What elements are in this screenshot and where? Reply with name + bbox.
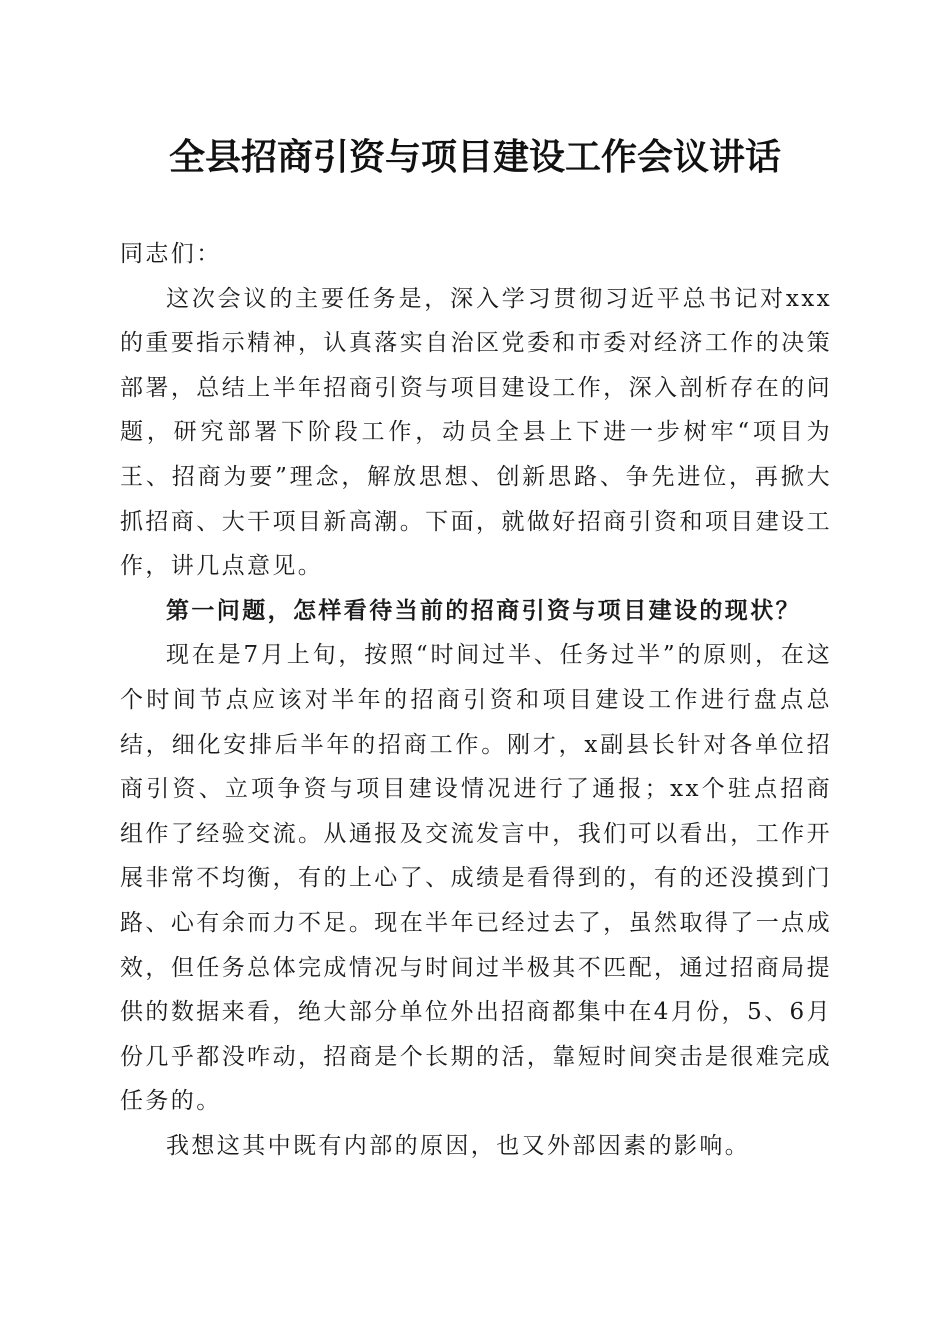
- paragraph-intro: 这次会议的主要任务是，深入学习贯彻习近平总书记对xxx的重要指示精神，认真落实自治区党委和市委对经济工作的决策部署，总结上半年招商引资与项目建设工作，深入剖析存在的问题，研究部署下阶段工作，动员全县上下进一步树牢“项目为王、招商为要”理念，解放思想、创新思路、争先进位，再掀大抓招商、大干项目新高潮。下面，就做好招商引资和项目建设工作，讲几点意见。: [120, 285, 832, 580]
- paragraph-status: 现在是7月上旬，按照“时间过半、任务过半”的原则，在这个时间节点应该对半年的招商引资和项目建设工作进行盘点总结，细化安排后半年的招商工作。刚才，x副县长针对各单位招商引资、立项争资与项目建设情况进行了通报；xx个驻点招商组作了经验交流。从通报及交流发言中，我们可以看出，工作开展非常不均衡，有的上心了、成绩是看得到的，有的还没摸到门路、心有余而力不足。现在半年已经过去了，虽然取得了一点成效，但任务总体完成情况与时间过半极其不匹配，通过招商局提供的数据来看，绝大部分单位外出招商都集中在4月份，5、6月份几乎都没咋动，招商是个长期的活，靠短时间突击是很难完成任务的。: [120, 642, 832, 1115]
- document-title: 全县招商引资与项目建设工作会议讲话: [168, 136, 781, 178]
- document-body: [120, 232, 832, 1168]
- salutation: 同志们：: [120, 241, 222, 267]
- paragraph-reasons: 我想这其中既有内部的原因，也又外部因素的影响。: [166, 1132, 751, 1159]
- section-heading-1: 第一问题，怎样看待当前的招商引资与项目建设的现状？: [166, 596, 801, 624]
